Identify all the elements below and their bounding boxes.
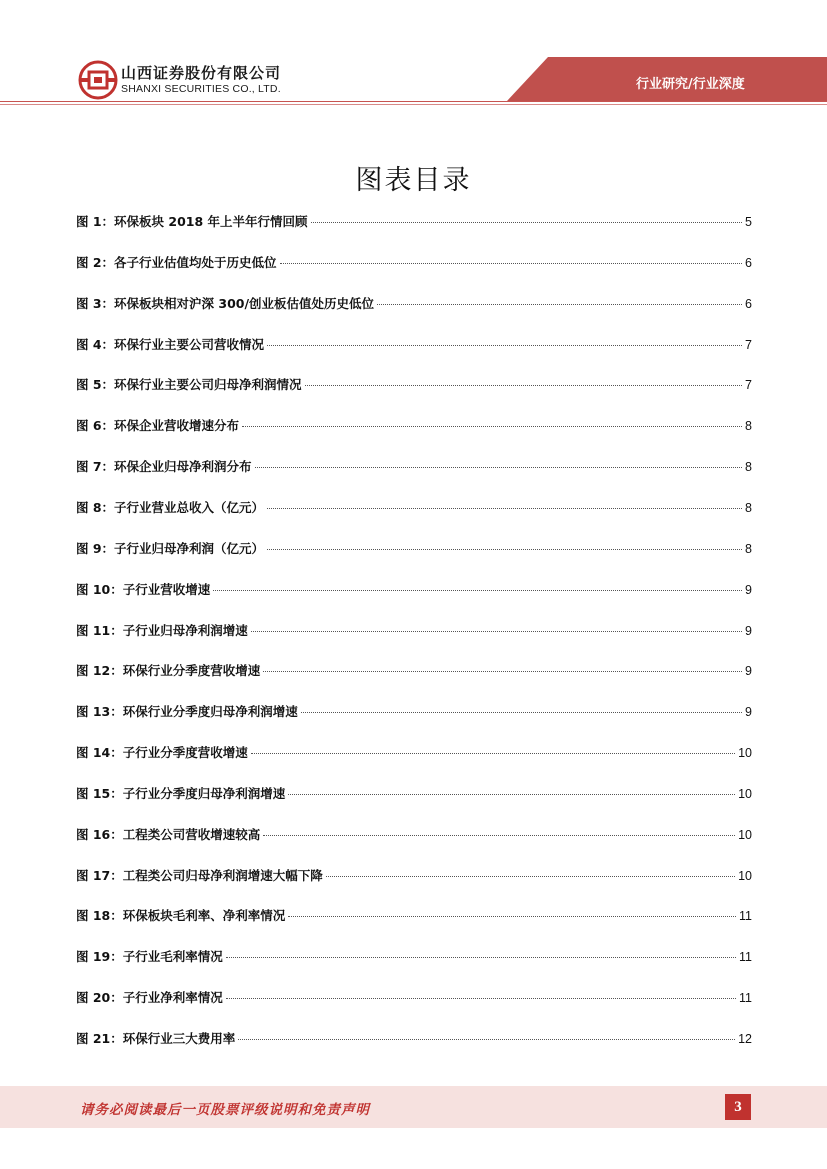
- toc-item[interactable]: [76, 212, 752, 232]
- toc-item[interactable]: [76, 1029, 752, 1049]
- toc-item-label: 图 6：环保企业营收增速分布: [76, 418, 240, 433]
- header-rule-secondary: [0, 104, 827, 105]
- toc-item[interactable]: [76, 825, 752, 845]
- toc-item-label: 图 9：子行业归母净利润（亿元）: [76, 541, 265, 556]
- page-number: 3: [725, 1094, 751, 1120]
- header-rule: [0, 101, 827, 102]
- toc-item-page: 6: [745, 256, 752, 270]
- toc-item-label: 图 20：子行业净利率情况: [76, 990, 223, 1005]
- toc-item[interactable]: [76, 661, 752, 681]
- toc-item-label: 图 4：环保行业主要公司营收情况: [76, 337, 265, 352]
- toc-item-page: 10: [738, 746, 752, 760]
- toc-item-page: 7: [745, 338, 752, 352]
- company-name-cn: 山西证券股份有限公司: [121, 64, 282, 82]
- toc-leader-dots: [267, 345, 742, 346]
- toc-item-page: 10: [738, 787, 752, 801]
- toc-item-page: 5: [745, 215, 752, 229]
- toc-item[interactable]: [76, 621, 752, 641]
- footer-disclaimer: 请务必阅读最后一页股票评级说明和免责声明: [80, 1102, 370, 1118]
- toc-item[interactable]: [76, 906, 752, 926]
- toc-leader-dots: [326, 876, 735, 877]
- toc-item-label: 图 21：环保行业三大费用率: [76, 1031, 236, 1046]
- toc-item[interactable]: [76, 294, 752, 314]
- toc-item-label: 图 3：环保板块相对沪深 300/创业板估值处历史低位: [76, 296, 375, 311]
- toc-item-label: 图 17：工程类公司归母净利润增速大幅下降: [76, 868, 323, 883]
- toc-leader-dots: [255, 467, 742, 468]
- toc-item-label: 图 2：各子行业估值均处于历史低位: [76, 255, 277, 270]
- toc-leader-dots: [226, 998, 736, 999]
- toc-item[interactable]: [76, 784, 752, 804]
- toc-item-label: 图 14：子行业分季度营收增速: [76, 745, 248, 760]
- toc-item-page: 9: [745, 705, 752, 719]
- toc-item-label: 图 16：工程类公司营收增速较高: [76, 827, 261, 842]
- toc-item-page: 8: [745, 542, 752, 556]
- toc-item-page: 12: [738, 1032, 752, 1046]
- toc-leader-dots: [377, 304, 742, 305]
- toc-leader-dots: [251, 753, 735, 754]
- toc-leader-dots: [213, 590, 742, 591]
- toc-item-label: 图 11：子行业归母净利润增速: [76, 623, 248, 638]
- toc-leader-dots: [263, 835, 735, 836]
- toc-item-page: 9: [745, 624, 752, 638]
- toc-item-page: 11: [739, 909, 752, 923]
- report-section-label: 行业研究/行业深度: [636, 77, 745, 92]
- shanxi-securities-logo-icon: [78, 60, 118, 100]
- page-title: 图表目录: [355, 165, 472, 196]
- toc-leader-dots: [251, 631, 742, 632]
- toc-item[interactable]: [76, 947, 752, 967]
- toc-item-label: 图 15：子行业分季度归母净利润增速: [76, 786, 286, 801]
- toc-leader-dots: [226, 957, 736, 958]
- page-footer: [0, 1086, 827, 1128]
- toc-item-label: 图 19：子行业毛利率情况: [76, 949, 223, 964]
- toc-item[interactable]: [76, 702, 752, 722]
- toc-item-label: 图 7：环保企业归母净利润分布: [76, 459, 252, 474]
- toc-leader-dots: [263, 671, 742, 672]
- toc-item[interactable]: [76, 375, 752, 395]
- toc-item-label: 图 5：环保行业主要公司归母净利润情况: [76, 377, 302, 392]
- toc-item-page: 8: [745, 501, 752, 515]
- toc-leader-dots: [311, 222, 743, 223]
- page-header: [0, 0, 827, 112]
- toc-item[interactable]: [76, 416, 752, 436]
- toc-item[interactable]: [76, 457, 752, 477]
- toc-leader-dots: [238, 1039, 735, 1040]
- toc-item-page: 10: [738, 869, 752, 883]
- header-banner: [0, 0, 827, 112]
- toc-item-page: 8: [745, 460, 752, 474]
- toc-item-label: 图 13：环保行业分季度归母净利润增速: [76, 704, 298, 719]
- toc-leader-dots: [305, 385, 742, 386]
- toc-leader-dots: [242, 426, 742, 427]
- toc-leader-dots: [301, 712, 742, 713]
- toc-item[interactable]: [76, 498, 752, 518]
- toc-item-page: 11: [739, 950, 752, 964]
- toc-leader-dots: [267, 549, 742, 550]
- toc-item-label: 图 1：环保板块 2018 年上半年行情回顾: [76, 214, 308, 229]
- toc-item-label: 图 18：环保板块毛利率、净利率情况: [76, 908, 286, 923]
- toc-item-label: 图 12：环保行业分季度营收增速: [76, 663, 261, 678]
- toc-item[interactable]: [76, 743, 752, 763]
- toc-item[interactable]: [76, 335, 752, 355]
- toc-leader-dots: [267, 508, 742, 509]
- toc-item[interactable]: [76, 253, 752, 273]
- toc-item-page: 9: [745, 664, 752, 678]
- toc-item-page: 11: [739, 991, 752, 1005]
- toc-item-label: 图 10：子行业营收增速: [76, 582, 211, 597]
- company-name-en: SHANXI SECURITIES CO., LTD.: [121, 83, 281, 95]
- toc-item-page: 8: [745, 419, 752, 433]
- toc-leader-dots: [288, 794, 735, 795]
- toc-leader-dots: [288, 916, 736, 917]
- toc-item-label: 图 8：子行业营业总收入（亿元）: [76, 500, 265, 515]
- toc-leader-dots: [280, 263, 742, 264]
- toc-item[interactable]: [76, 539, 752, 559]
- toc-item[interactable]: [76, 988, 752, 1008]
- toc-item[interactable]: [76, 866, 752, 886]
- toc-item-page: 9: [745, 583, 752, 597]
- toc-item-page: 7: [745, 378, 752, 392]
- toc-item-page: 6: [745, 297, 752, 311]
- toc-item-page: 10: [738, 828, 752, 842]
- toc-item[interactable]: [76, 580, 752, 600]
